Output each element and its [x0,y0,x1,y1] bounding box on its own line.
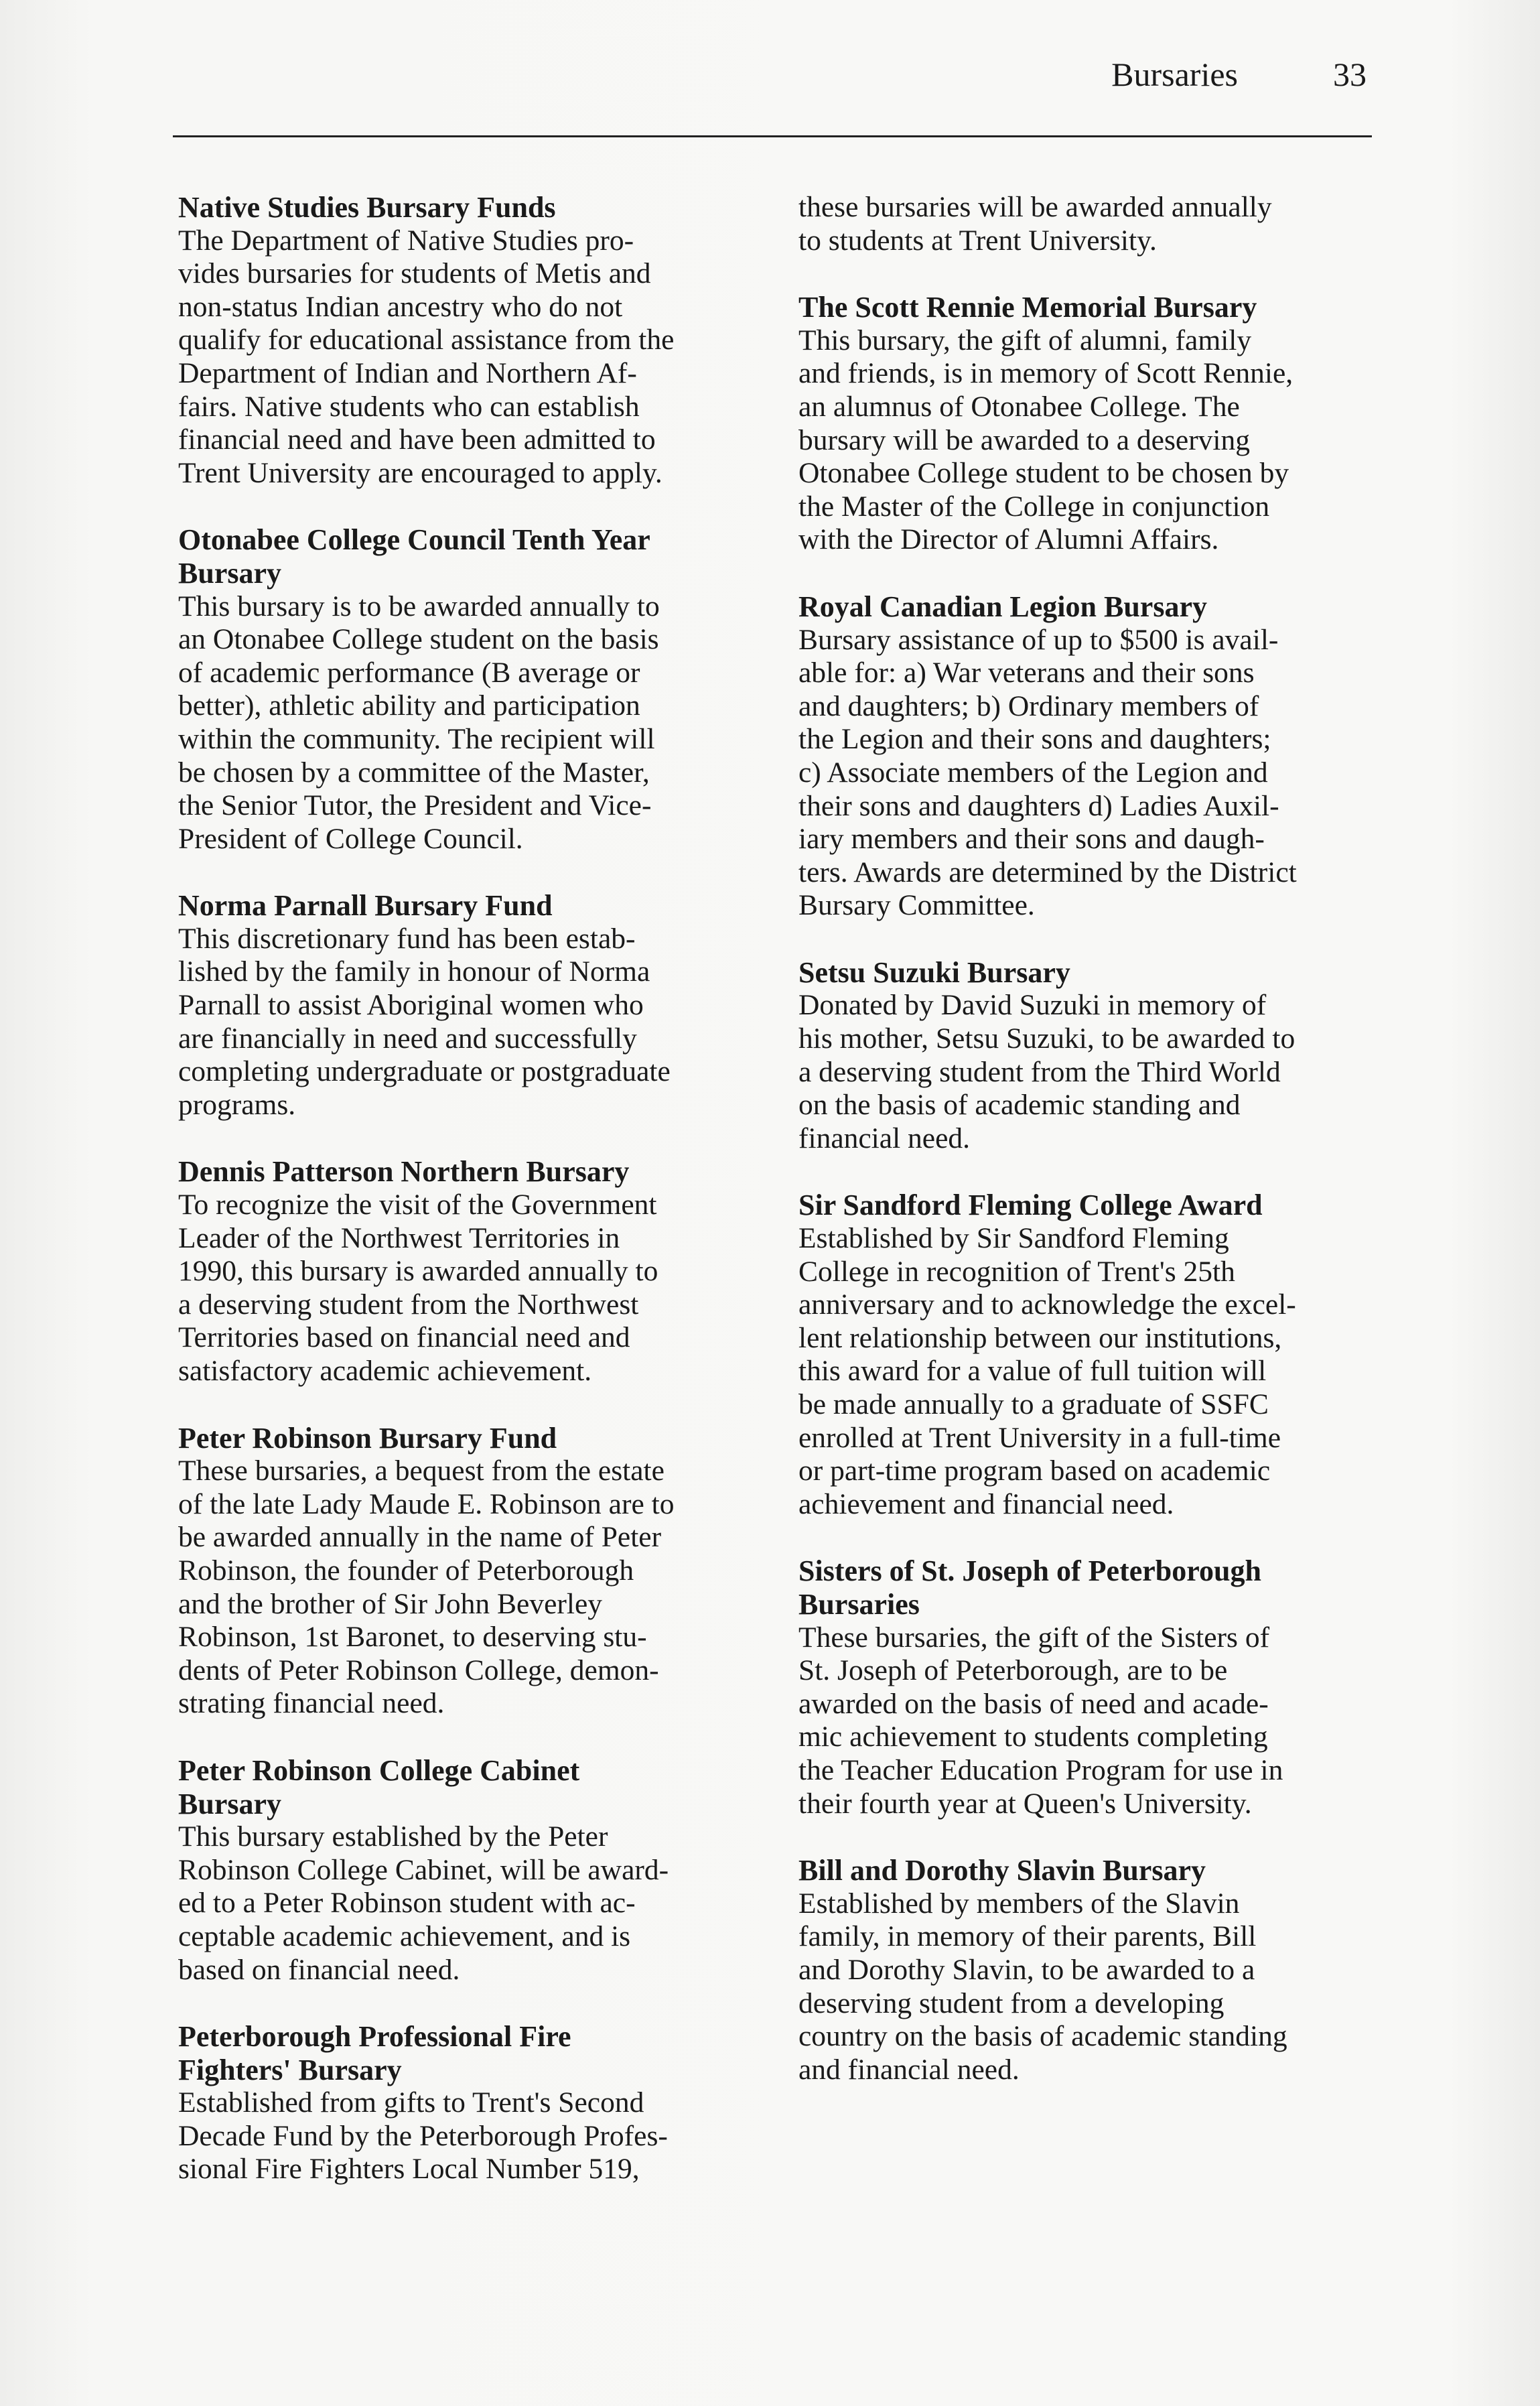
bursary-entry [178,889,768,1122]
bursary-title: Peterborough Professional Fire Fighters' Bursary [178,2020,571,2086]
bursary-description: Established by Sir Sandford Fleming College in recognition of Trent's 25th anniversary and to acknowledge the excel- lent relationship between our institutions, this award for a value of full tuition will be made annually to a graduate of SSFC enrolled at Trent University in a full-time or part-time program based on academic achievement and financial need. [798,1222,1296,1520]
page-header [173,42,1372,137]
bursary-title: Native Studies Bursary Funds [178,191,556,224]
bursary-entry [798,590,1388,923]
bursary-entry [798,291,1388,557]
bursary-title: Dennis Patterson Northern Bursary [178,1155,630,1189]
bursary-description: Established by members of the Slavin family, in memory of their parents, Bill and Dorothy Slavin, to be awarded to a deserving student from a developing country on the basis of academic standing and financial need. [798,1887,1287,2086]
bursary-title: Peter Robinson Bursary Fund [178,1421,557,1455]
bursary-title: Otonabee College Council Tenth Year Bursary [178,523,650,590]
bursary-description: These bursaries, a bequest from the estate of the late Lady Maude E. Robinson are to be awarded annually in the name of Peter Robinson, the founder of Peterborough and the brother of Sir John Beverley Robinson, 1st Baronet, to deserving stu- dents of Peter Robinson College, demon- strating financial need. [178,1455,675,1720]
bursary-description: This bursary is to be awarded annually to an Otonabee College student on the basis of academic performance (B average or better), athletic ability and participation within the community. The recipient will be chosen by a committee of the Master, the Senior Tutor, the President and Vice- President of College Council. [178,590,660,855]
bursary-description: To recognize the visit of the Government Leader of the Northwest Territories in 1990, this bursary is awarded annually to a deserving student from the Northwest Territories based on financial need and satisfactory academic achievement. [178,1189,658,1387]
bursary-title: Royal Canadian Legion Bursary [798,590,1207,623]
bursary-description: This bursary, the gift of alumni, family and friends, is in memory of Scott Rennie, an alumnus of Otonabee College. The bursary will be awarded to a deserving Otonabee College student to be chosen by the Master of the College in conjunction with the Director of Alumni Affairs. [798,324,1293,556]
bursary-description: Established from gifts to Trent's Second Decade Fund by the Peterborough Profes- sional Fire Fighters Local Number 519, [178,2086,668,2186]
bursary-entry [178,1155,768,1388]
bursary-description: This discretionary fund has been estab- lished by the family in honour of Norma Parnall to assist Aboriginal women who are financially in need and successfully completing undergraduate or postgraduate programs. [178,922,671,1121]
continued-text: these bursaries will be awarded annually to students at Trent University. [798,191,1272,257]
bursary-title: Setsu Suzuki Bursary [798,955,1070,989]
bursary-title: The Scott Rennie Memorial Bursary [798,291,1257,324]
bursary-entry [798,1554,1388,1820]
bursary-entry [798,956,1388,1156]
bursary-entry [178,191,768,490]
bursary-description: The Department of Native Studies pro- vides bursaries for students of Metis and non-status Indian ancestry who do not qualify for educational assistance from the Department of Indian and Northern Af- fairs. Native students who can establish financial need and have been admitted to Trent University are encouraged to apply. [178,224,675,489]
section-title: Bursaries [1111,56,1238,93]
page-number: 33 [1333,56,1367,93]
bursary-entry [178,1422,768,1721]
left-column [178,191,768,2220]
bursary-entry [798,1189,1388,1521]
right-column [798,191,1388,2120]
bursary-title: Peter Robinson College Cabinet Bursary [178,1753,580,1820]
bursary-entry [178,2020,768,2186]
bursary-description: Bursary assistance of up to $500 is avail- able for: a) War veterans and their sons and daughters; b) Ordinary members of the Legion and their sons and daughters; c) Associate members of the Legion and their sons and daughters d) Ladies Auxil- iary members and their sons and daugh- ters. Awards are determined by the District Bursary Committee. [798,623,1297,922]
bursary-title: Sisters of St. Joseph of Peterborough Bursaries [798,1554,1261,1621]
bursary-description: Donated by David Suzuki in memory of his mother, Setsu Suzuki, to be awarded to a deserving student from the Third World on the basis of academic standing and financial need. [798,989,1296,1154]
bursary-title: Norma Parnall Bursary Fund [178,889,553,923]
bursary-description: This bursary established by the Peter Robinson College Cabinet, will be award- ed to a Peter Robinson student with ac- ceptable academic achievement, and is based on financial need. [178,1820,669,1986]
bursary-entry [178,1754,768,1987]
bursary-entry [798,1854,1388,2086]
bursary-entry [178,523,768,856]
bursary-title: Bill and Dorothy Slavin Bursary [798,1854,1206,1887]
bursary-title: Sir Sandford Fleming College Award [798,1189,1263,1222]
bursary-description: These bursaries, the gift of the Sisters of St. Joseph of Peterborough, are to be awarded on the basis of need and acade- mic achievement to students completing the Teacher Education Program for use in their fourth year at Queen's University. [798,1621,1283,1820]
